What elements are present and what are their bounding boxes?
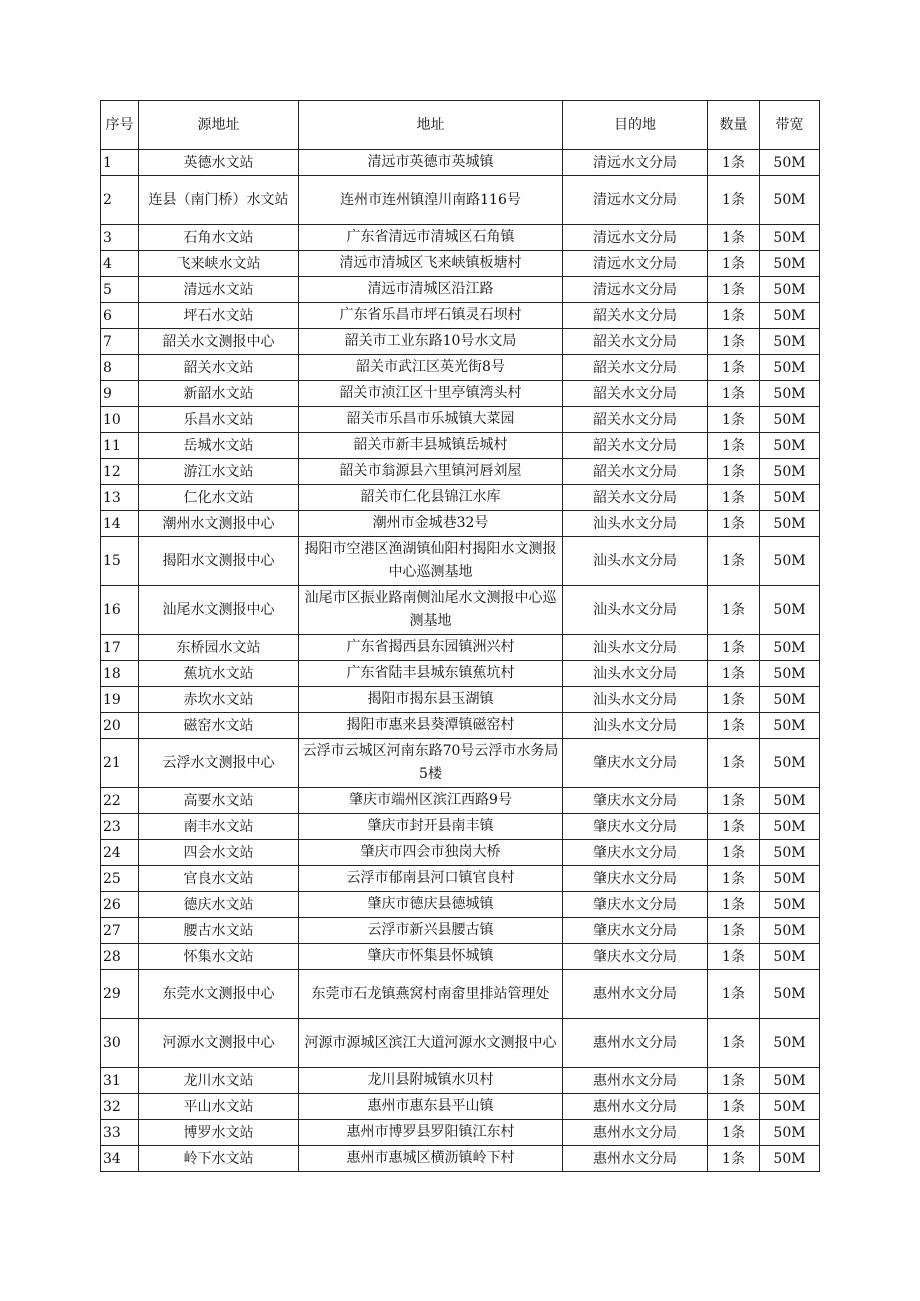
- cell-address: 韶关市浈江区十里亭镇湾头村: [299, 381, 563, 407]
- table-row: [101, 407, 820, 433]
- cell-no: 10: [101, 407, 139, 433]
- cell-bandwidth: 50M: [760, 892, 820, 918]
- cell-no: 28: [101, 944, 139, 970]
- table-row: [101, 814, 820, 840]
- cell-source: 汕尾水文测报中心: [139, 586, 299, 635]
- cell-quantity: 1条: [708, 892, 760, 918]
- cell-no: 1: [101, 150, 139, 176]
- table-row: [101, 866, 820, 892]
- cell-address: 韶关市工业东路10号水文局: [299, 329, 563, 355]
- cell-quantity: 1条: [708, 661, 760, 687]
- table-row: [101, 277, 820, 303]
- cell-address: 惠州市惠城区横沥镇岭下村: [299, 1146, 563, 1172]
- table-row: [101, 381, 820, 407]
- cell-source: 韶关水文站: [139, 355, 299, 381]
- cell-address: 韶关市仁化县锦江水库: [299, 485, 563, 511]
- cell-address: 广东省清远市清城区石角镇: [299, 225, 563, 251]
- cell-no: 23: [101, 814, 139, 840]
- cell-no: 14: [101, 511, 139, 537]
- cell-quantity: 1条: [708, 1094, 760, 1120]
- cell-source: 岭下水文站: [139, 1146, 299, 1172]
- table-row: [101, 1019, 820, 1068]
- cell-destination: 惠州水文分局: [563, 1068, 708, 1094]
- cell-destination: 韶关水文分局: [563, 407, 708, 433]
- cell-no: 13: [101, 485, 139, 511]
- cell-address: 广东省揭西县东园镇洲兴村: [299, 635, 563, 661]
- cell-bandwidth: 50M: [760, 459, 820, 485]
- table-row: [101, 485, 820, 511]
- cell-address: 韶关市武江区英光街8号: [299, 355, 563, 381]
- cell-no: 27: [101, 918, 139, 944]
- cell-destination: 韶关水文分局: [563, 485, 708, 511]
- cell-source: 游江水文站: [139, 459, 299, 485]
- table-row: [101, 1094, 820, 1120]
- cell-destination: 汕头水文分局: [563, 661, 708, 687]
- cell-bandwidth: 50M: [760, 1094, 820, 1120]
- cell-address: 东莞市石龙镇燕窝村南畲里排站管理处: [299, 970, 563, 1019]
- cell-destination: 清远水文分局: [563, 277, 708, 303]
- cell-source: 英德水文站: [139, 150, 299, 176]
- cell-source: 新韶水文站: [139, 381, 299, 407]
- table-row: [101, 840, 820, 866]
- cell-destination: 惠州水文分局: [563, 970, 708, 1019]
- cell-no: 18: [101, 661, 139, 687]
- cell-no: 15: [101, 537, 139, 586]
- cell-destination: 惠州水文分局: [563, 1094, 708, 1120]
- cell-destination: 肇庆水文分局: [563, 788, 708, 814]
- table-body: [101, 150, 820, 1172]
- cell-no: 24: [101, 840, 139, 866]
- cell-quantity: 1条: [708, 303, 760, 329]
- cell-no: 11: [101, 433, 139, 459]
- cell-bandwidth: 50M: [760, 303, 820, 329]
- cell-bandwidth: 50M: [760, 1019, 820, 1068]
- cell-bandwidth: 50M: [760, 970, 820, 1019]
- cell-bandwidth: 50M: [760, 713, 820, 739]
- cell-destination: 汕头水文分局: [563, 511, 708, 537]
- cell-quantity: 1条: [708, 381, 760, 407]
- cell-source: 乐昌水文站: [139, 407, 299, 433]
- cell-destination: 韶关水文分局: [563, 459, 708, 485]
- cell-quantity: 1条: [708, 511, 760, 537]
- cell-quantity: 1条: [708, 944, 760, 970]
- cell-bandwidth: 50M: [760, 225, 820, 251]
- cell-destination: 惠州水文分局: [563, 1146, 708, 1172]
- table-row: [101, 176, 820, 225]
- cell-address: 韶关市乐昌市乐城镇大菜园: [299, 407, 563, 433]
- cell-no: 21: [101, 739, 139, 788]
- cell-quantity: 1条: [708, 866, 760, 892]
- cell-source: 连县（南门桥）水文站: [139, 176, 299, 225]
- cell-no: 6: [101, 303, 139, 329]
- table-row: [101, 303, 820, 329]
- cell-destination: 肇庆水文分局: [563, 918, 708, 944]
- cell-address: 广东省乐昌市坪石镇灵石坝村: [299, 303, 563, 329]
- cell-quantity: 1条: [708, 1120, 760, 1146]
- cell-address: 云浮市新兴县腰古镇: [299, 918, 563, 944]
- cell-no: 16: [101, 586, 139, 635]
- cell-bandwidth: 50M: [760, 407, 820, 433]
- cell-destination: 肇庆水文分局: [563, 814, 708, 840]
- cell-source: 磁窑水文站: [139, 713, 299, 739]
- cell-bandwidth: 50M: [760, 944, 820, 970]
- table-row: [101, 788, 820, 814]
- table-row: [101, 329, 820, 355]
- table-row: [101, 1068, 820, 1094]
- cell-quantity: 1条: [708, 355, 760, 381]
- cell-quantity: 1条: [708, 459, 760, 485]
- cell-no: 29: [101, 970, 139, 1019]
- cell-no: 9: [101, 381, 139, 407]
- cell-bandwidth: 50M: [760, 1068, 820, 1094]
- table-row: [101, 739, 820, 788]
- table-row: [101, 150, 820, 176]
- cell-quantity: 1条: [708, 1068, 760, 1094]
- cell-source: 四会水文站: [139, 840, 299, 866]
- cell-destination: 清远水文分局: [563, 150, 708, 176]
- cell-destination: 肇庆水文分局: [563, 840, 708, 866]
- cell-address: 广东省陆丰县城东镇蕉坑村: [299, 661, 563, 687]
- cell-address: 云浮市云城区河南东路70号云浮市水务局5楼: [299, 739, 563, 788]
- cell-bandwidth: 50M: [760, 150, 820, 176]
- cell-address: 龙川县附城镇水贝村: [299, 1068, 563, 1094]
- table-row: [101, 661, 820, 687]
- cell-quantity: 1条: [708, 970, 760, 1019]
- table-row: [101, 433, 820, 459]
- cell-destination: 韶关水文分局: [563, 329, 708, 355]
- cell-bandwidth: 50M: [760, 739, 820, 788]
- cell-destination: 汕头水文分局: [563, 537, 708, 586]
- cell-address: 肇庆市怀集县怀城镇: [299, 944, 563, 970]
- table-row: [101, 355, 820, 381]
- cell-no: 3: [101, 225, 139, 251]
- cell-source: 清远水文站: [139, 277, 299, 303]
- header-bandwidth: 带宽: [760, 101, 820, 150]
- cell-source: 仁化水文站: [139, 485, 299, 511]
- cell-source: 揭阳水文测报中心: [139, 537, 299, 586]
- cell-no: 26: [101, 892, 139, 918]
- cell-destination: 汕头水文分局: [563, 687, 708, 713]
- cell-source: 赤坎水文站: [139, 687, 299, 713]
- table-row: [101, 944, 820, 970]
- cell-bandwidth: 50M: [760, 586, 820, 635]
- cell-no: 31: [101, 1068, 139, 1094]
- cell-address: 连州市连州镇湟川南路116号: [299, 176, 563, 225]
- cell-address: 肇庆市端州区滨江西路9号: [299, 788, 563, 814]
- cell-bandwidth: 50M: [760, 433, 820, 459]
- table-row: [101, 713, 820, 739]
- cell-source: 云浮水文测报中心: [139, 739, 299, 788]
- cell-source: 官良水文站: [139, 866, 299, 892]
- cell-destination: 韶关水文分局: [563, 433, 708, 459]
- cell-address: 潮州市金城巷32号: [299, 511, 563, 537]
- cell-destination: 韶关水文分局: [563, 381, 708, 407]
- cell-no: 2: [101, 176, 139, 225]
- cell-source: 飞来峡水文站: [139, 251, 299, 277]
- cell-bandwidth: 50M: [760, 918, 820, 944]
- cell-bandwidth: 50M: [760, 251, 820, 277]
- cell-address: 惠州市惠东县平山镇: [299, 1094, 563, 1120]
- cell-quantity: 1条: [708, 788, 760, 814]
- cell-quantity: 1条: [708, 840, 760, 866]
- cell-destination: 肇庆水文分局: [563, 944, 708, 970]
- cell-bandwidth: 50M: [760, 788, 820, 814]
- cell-address: 惠州市博罗县罗阳镇江东村: [299, 1120, 563, 1146]
- header-quantity: 数量: [708, 101, 760, 150]
- cell-source: 腰古水文站: [139, 918, 299, 944]
- cell-destination: 肇庆水文分局: [563, 892, 708, 918]
- cell-no: 4: [101, 251, 139, 277]
- header-no: 序号: [101, 101, 139, 150]
- cell-address: 韶关市翁源县六里镇河唇刘屋: [299, 459, 563, 485]
- cell-source: 蕉坑水文站: [139, 661, 299, 687]
- cell-bandwidth: 50M: [760, 635, 820, 661]
- cell-destination: 韶关水文分局: [563, 355, 708, 381]
- cell-source: 石角水文站: [139, 225, 299, 251]
- table-row: [101, 918, 820, 944]
- cell-quantity: 1条: [708, 1146, 760, 1172]
- cell-quantity: 1条: [708, 251, 760, 277]
- cell-source: 东莞水文测报中心: [139, 970, 299, 1019]
- cell-source: 怀集水文站: [139, 944, 299, 970]
- cell-no: 5: [101, 277, 139, 303]
- table-row: [101, 635, 820, 661]
- cell-address: 清远市清城区飞来峡镇板塘村: [299, 251, 563, 277]
- cell-address: 肇庆市德庆县德城镇: [299, 892, 563, 918]
- table-row: [101, 459, 820, 485]
- cell-bandwidth: 50M: [760, 687, 820, 713]
- cell-destination: 惠州水文分局: [563, 1120, 708, 1146]
- cell-address: 揭阳市空港区渔湖镇仙阳村揭阳水文测报中心巡测基地: [299, 537, 563, 586]
- cell-destination: 肇庆水文分局: [563, 866, 708, 892]
- cell-destination: 汕头水文分局: [563, 635, 708, 661]
- cell-address: 清远市清城区沿江路: [299, 277, 563, 303]
- cell-no: 7: [101, 329, 139, 355]
- cell-bandwidth: 50M: [760, 1146, 820, 1172]
- header-destination: 目的地: [563, 101, 708, 150]
- cell-destination: 肇庆水文分局: [563, 739, 708, 788]
- cell-no: 25: [101, 866, 139, 892]
- header-source: 源地址: [139, 101, 299, 150]
- header-address: 地址: [299, 101, 563, 150]
- cell-quantity: 1条: [708, 485, 760, 511]
- cell-no: 17: [101, 635, 139, 661]
- cell-no: 8: [101, 355, 139, 381]
- cell-source: 德庆水文站: [139, 892, 299, 918]
- cell-source: 岳城水文站: [139, 433, 299, 459]
- cell-address: 揭阳市惠来县葵潭镇磁窑村: [299, 713, 563, 739]
- cell-bandwidth: 50M: [760, 1120, 820, 1146]
- cell-quantity: 1条: [708, 918, 760, 944]
- cell-address: 河源市源城区滨江大道河源水文测报中心: [299, 1019, 563, 1068]
- cell-source: 韶关水文测报中心: [139, 329, 299, 355]
- cell-bandwidth: 50M: [760, 381, 820, 407]
- cell-address: 揭阳市揭东县玉湖镇: [299, 687, 563, 713]
- cell-no: 32: [101, 1094, 139, 1120]
- cell-no: 12: [101, 459, 139, 485]
- cell-source: 坪石水文站: [139, 303, 299, 329]
- table-row: [101, 586, 820, 635]
- table-row: [101, 225, 820, 251]
- cell-source: 平山水文站: [139, 1094, 299, 1120]
- cell-address: 汕尾市区振业路南侧汕尾水文测报中心巡测基地: [299, 586, 563, 635]
- table-row: [101, 970, 820, 1019]
- cell-address: 清远市英德市英城镇: [299, 150, 563, 176]
- cell-source: 高要水文站: [139, 788, 299, 814]
- cell-destination: 汕头水文分局: [563, 586, 708, 635]
- cell-bandwidth: 50M: [760, 485, 820, 511]
- cell-destination: 清远水文分局: [563, 176, 708, 225]
- cell-quantity: 1条: [708, 433, 760, 459]
- cell-bandwidth: 50M: [760, 355, 820, 381]
- cell-destination: 清远水文分局: [563, 225, 708, 251]
- cell-no: 34: [101, 1146, 139, 1172]
- cell-no: 19: [101, 687, 139, 713]
- cell-no: 30: [101, 1019, 139, 1068]
- cell-no: 20: [101, 713, 139, 739]
- table-row: [101, 537, 820, 586]
- cell-quantity: 1条: [708, 687, 760, 713]
- cell-quantity: 1条: [708, 1019, 760, 1068]
- cell-address: 肇庆市封开县南丰镇: [299, 814, 563, 840]
- table-row: [101, 1120, 820, 1146]
- cell-bandwidth: 50M: [760, 176, 820, 225]
- cell-destination: 惠州水文分局: [563, 1019, 708, 1068]
- cell-quantity: 1条: [708, 586, 760, 635]
- cell-quantity: 1条: [708, 407, 760, 433]
- cell-bandwidth: 50M: [760, 277, 820, 303]
- cell-destination: 清远水文分局: [563, 251, 708, 277]
- cell-destination: 汕头水文分局: [563, 713, 708, 739]
- cell-quantity: 1条: [708, 329, 760, 355]
- cell-source: 龙川水文站: [139, 1068, 299, 1094]
- cell-address: 云浮市郁南县河口镇官良村: [299, 866, 563, 892]
- cell-bandwidth: 50M: [760, 661, 820, 687]
- cell-quantity: 1条: [708, 537, 760, 586]
- cell-source: 博罗水文站: [139, 1120, 299, 1146]
- table-row: [101, 892, 820, 918]
- cell-source: 南丰水文站: [139, 814, 299, 840]
- cell-quantity: 1条: [708, 150, 760, 176]
- cell-bandwidth: 50M: [760, 814, 820, 840]
- station-table: [100, 100, 820, 1172]
- table-row: [101, 511, 820, 537]
- cell-quantity: 1条: [708, 277, 760, 303]
- cell-bandwidth: 50M: [760, 329, 820, 355]
- cell-quantity: 1条: [708, 713, 760, 739]
- cell-quantity: 1条: [708, 176, 760, 225]
- cell-quantity: 1条: [708, 814, 760, 840]
- cell-address: 韶关市新丰县城镇岳城村: [299, 433, 563, 459]
- cell-source: 河源水文测报中心: [139, 1019, 299, 1068]
- table-row: [101, 1146, 820, 1172]
- cell-source: 东桥园水文站: [139, 635, 299, 661]
- table-row: [101, 687, 820, 713]
- cell-bandwidth: 50M: [760, 840, 820, 866]
- cell-no: 22: [101, 788, 139, 814]
- cell-bandwidth: 50M: [760, 537, 820, 586]
- cell-address: 肇庆市四会市独岗大桥: [299, 840, 563, 866]
- cell-no: 33: [101, 1120, 139, 1146]
- cell-quantity: 1条: [708, 225, 760, 251]
- cell-destination: 韶关水文分局: [563, 303, 708, 329]
- cell-source: 潮州水文测报中心: [139, 511, 299, 537]
- cell-bandwidth: 50M: [760, 866, 820, 892]
- cell-quantity: 1条: [708, 635, 760, 661]
- header-row: [101, 101, 820, 150]
- table-row: [101, 251, 820, 277]
- cell-bandwidth: 50M: [760, 511, 820, 537]
- cell-quantity: 1条: [708, 739, 760, 788]
